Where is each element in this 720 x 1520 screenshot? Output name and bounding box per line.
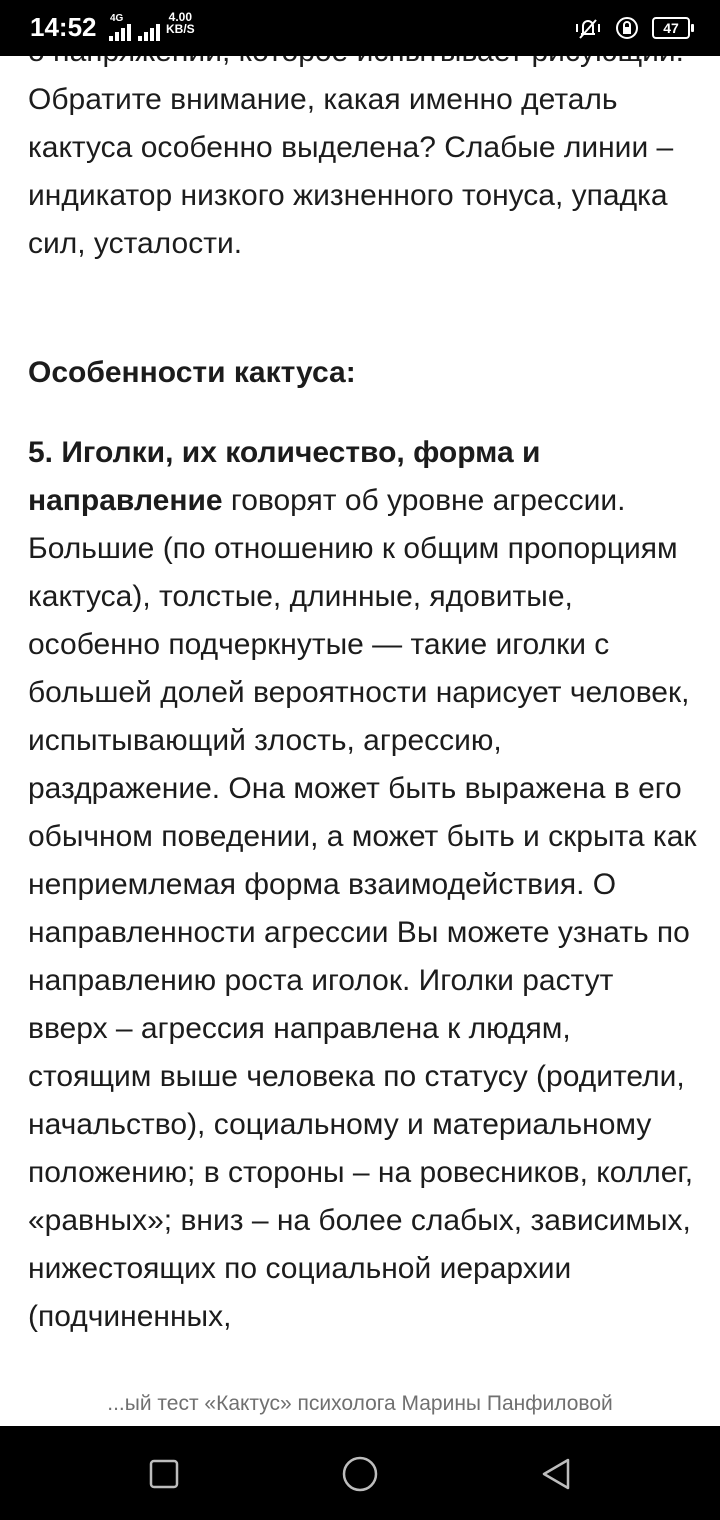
point-paragraph: [28, 429, 700, 1341]
network-speed-unit: KB/S: [166, 22, 195, 36]
recents-button[interactable]: [142, 1452, 186, 1496]
network-type-badge: 4G: [110, 13, 124, 24]
triangle-back-icon: [538, 1456, 574, 1492]
article-content: [28, 0, 700, 1398]
square-icon: [148, 1458, 180, 1490]
status-right-group: [574, 14, 690, 42]
home-button[interactable]: [338, 1452, 382, 1496]
rotation-lock-icon: [614, 15, 640, 41]
status-time: 14:52: [30, 12, 97, 42]
network-speed-value: 4.00: [168, 10, 193, 24]
intro-paragraph: Обратите внимание, какая именно деталь кактуса особенно выделена? Слабые линии – индикатор низкого жизненного тонуса, упадка сил, усталости.: [28, 83, 674, 260]
circle-icon: [341, 1455, 379, 1493]
source-caption[interactable]: ...ый тест «Кактус» психолога Марины Панфиловой: [0, 1382, 720, 1426]
network-speed: [166, 11, 195, 35]
vibrate-bell-icon: [574, 14, 602, 42]
battery-icon: 47: [652, 17, 690, 39]
signal-strength-icon: [108, 20, 134, 42]
navigation-bar: [0, 1426, 720, 1520]
point-text: говорят об уровне агрессии. Большие (по отношению к общим пропорциям кактуса), толстые, длинные, ядовитые, особенно подчеркнутые — такие иголки с большей долей вероятности нарисует человек, испытывающий злость, агрессию, раздражение. Она может быть выражена в его обычном поведении, а может быть и скрыта как неприемлемая форма взаимодействия. О направленности агрессии Вы можете узнать по направлению роста иголок. Иголки растут вверх – агрессия направлена к людям, стоящим выше человека по статусу (родители, начальство), социальному и материальному положению; в стороны – на ровесников, коллег, «равных»; вниз – на более слабых, зависимых, нижестоящих по социальной иерархии (подчиненных,: [28, 484, 697, 1333]
point-lead: 5. Иголки, их количество, форма и направление: [28, 436, 541, 517]
section-heading: Особенности кактуса:: [28, 356, 356, 389]
status-bar: [0, 0, 720, 56]
back-button[interactable]: [534, 1452, 578, 1496]
signal-strength-secondary-icon: [137, 20, 163, 42]
